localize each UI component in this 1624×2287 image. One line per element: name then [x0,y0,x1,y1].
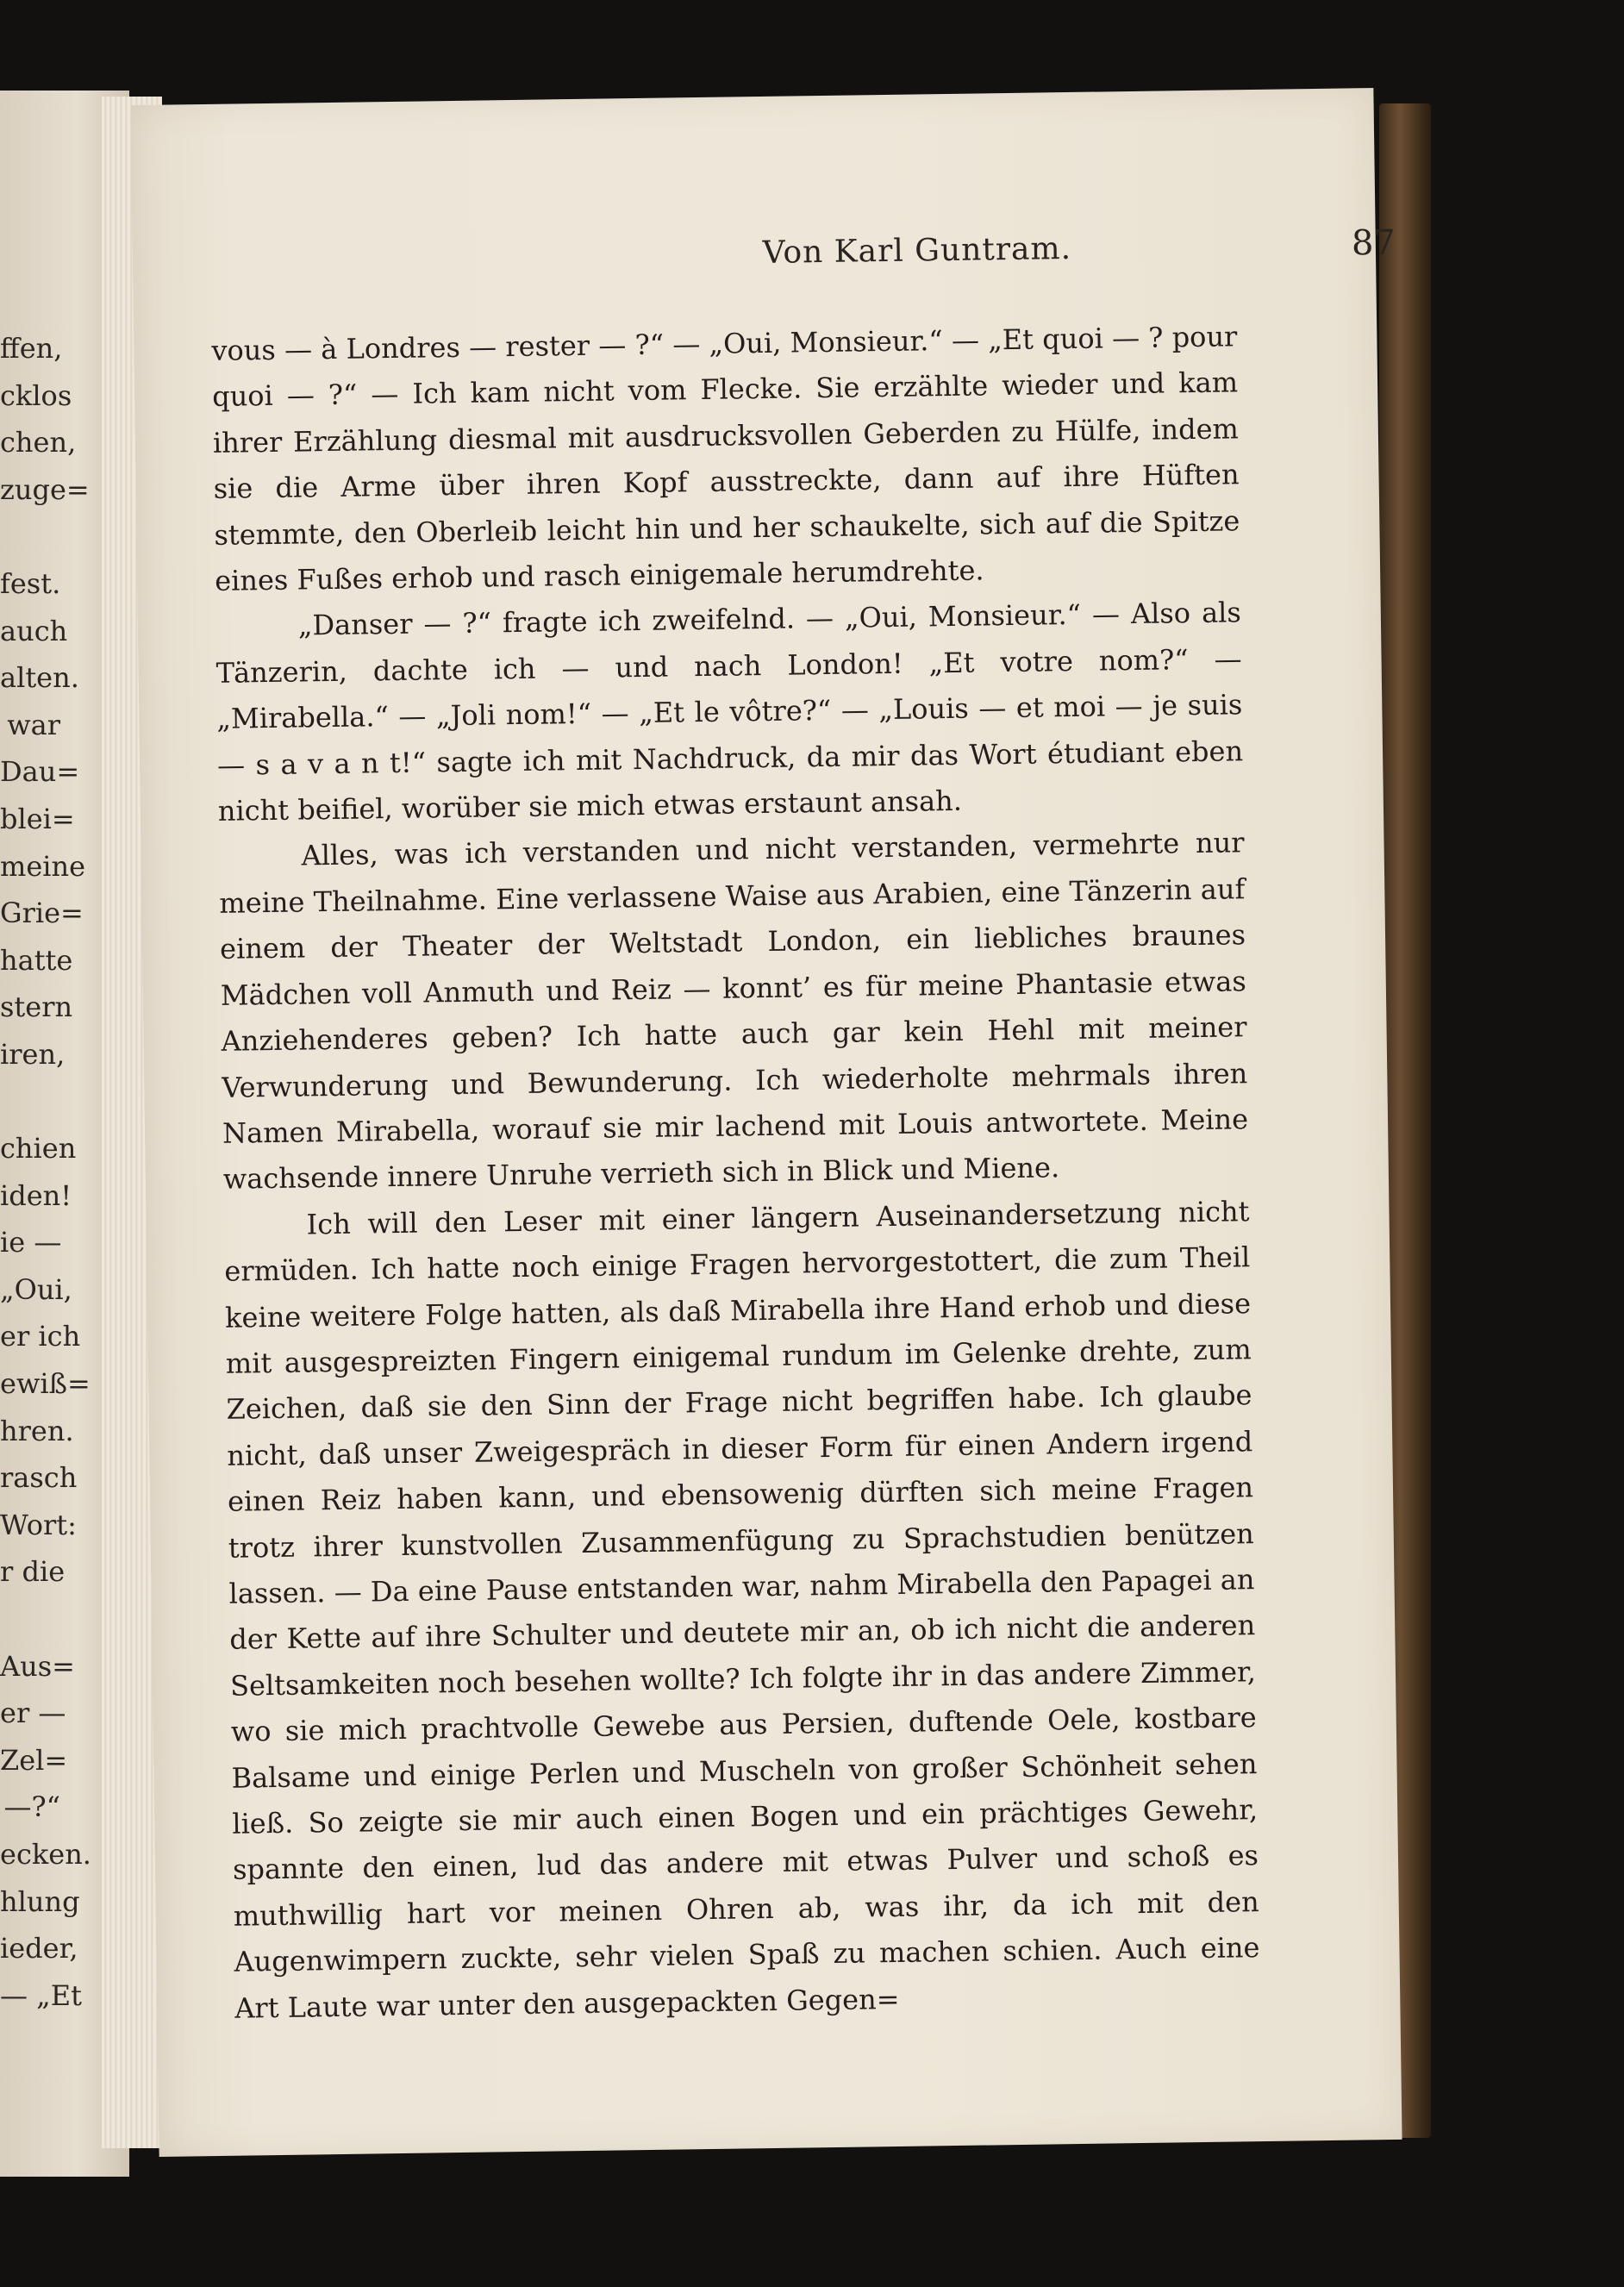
fragment-line: chien [0,1132,77,1165]
page-number: 87 [1351,222,1396,264]
fragment-line: „Oui, [0,1272,72,1306]
fragment-line: er ich [0,1320,81,1353]
fragment-line [0,1596,60,1643]
fragment-line [0,1078,60,1126]
fragment-line: ewiß= [0,1367,91,1401]
fragment-line: Dau= [0,755,80,789]
fragment-line: ecken. [0,1838,91,1871]
fragment-line: cklos [0,378,72,412]
body-text [211,314,1261,2060]
fragment-line: Zel= [0,1743,68,1777]
paragraph: „Danser — ?“ fragte ich zweifelnd. — „Oui, Monsieur.“ — Also als Tänzerin, dachte ich — und nach London! „Et votre nom?“ — „Mirabella.“ — „Joli nom!“ — „Et le vôtre?“ — „Louis — et moi — je suis — s a v a n t!“ sagte ich mit Nachdruck, da mir das Wort étudiant eben nicht beifiel, worüber sie mich etwas erstaunt ansah. [215,596,1244,828]
fragment-line: —?“ [3,1790,60,1824]
fragment-line: war [7,708,60,741]
fragment-line [0,513,60,560]
fragment-line: auch [0,614,68,647]
fragment-line: ieder, [0,1932,78,1965]
fragment-line: chen, [0,426,77,459]
fragment-line: stern [0,990,73,1024]
fragment-line: ie — [0,1226,62,1259]
fragment-line: ffen, [0,332,63,365]
paragraph: Alles, was ich verstanden und nicht verstanden, vermehrte nur meine Theilnahme. Eine verlassene Waise aus Arabien, eine Tänzerin auf einem der Theater der Weltstadt London, ein liebliches braunes Mädchen voll Anmuth und Reiz — konnt’ es für meine Phantasie etwas Anziehenderes geben? Ich hatte auch gar kein Hehl mit meiner Verwunderung und Bewunderung. Ich wiederholte mehrmals ihren Namen Mirabella, worauf sie mir lachend mit Louis antwortete. Meine wachsende innere Unruhe verrieth sich in Blick und Miene. [219,826,1249,1197]
paragraph: vous — à Londres — rester — ?“ — „Oui, Monsieur.“ — „Et quoi — ? pour quoi — ?“ — Ich kam nicht vom Flecke. Sie erzählte wieder und kam ihrer Erzählung diesmal mit ausdrucksvollen Geberden zu Hülfe, indem sie die Arme über ihren Kopf ausstreckte, dann auf ihre Hüften stemmte, den Oberleib leicht hin und her schaukelte, sich auf die Spitze eines Fußes erhob und rasch einigemale herumdrehte. [211,320,1240,597]
fragment-line: Grie= [0,897,84,930]
fragment-line: Aus= [0,1649,75,1683]
fragment-line: zuge= [0,472,90,506]
paragraph: Ich will den Leser mit einer längern Auseinandersetzung nicht ermüden. Ich hatte noch einige Fragen hervorgestottert, die zum Theil keine weitere Folge hatten, als daß Mirabella ihre Hand erhob und diese mit ausgespreizten Fingern einigemal rundum im Gelenke drehte, zum Zeichen, daß sie den Sinn der Frage nicht begriffen habe. Ich glaube nicht, daß unser Zweigespräch in dieser Form für einen Andern irgend einen Reiz haben kann, und ebensowenig dürften sich meine Fragen trotz ihrer kunstvollen Zusammenfügung zu Sprachstudien benützen lassen. — Da eine Pause entstanden war, nahm Mirabella den Papagei an der Kette auf ihre Schulter und deutete mir an, ob ich nicht die anderen Seltsamkeiten noch besehen wollte? Ich folgte ihr in das andere Zimmer, wo sie mich prachtvolle Gewebe aus Persien, duftende Oele, kostbare Balsame und einige Perlen und Muscheln von großer Schönheit sehen ließ. So zeigte sie mir auch einen Bogen und ein prächtiges Gewehr, spannte den einen, lud das andere mit etwas Pulver und schoß es muthwillig hart vor meinen Ohren ab, was ihr, da ich mit den Augenwimpern zuckte, sehr vielen Spaß zu machen schien. Auch eine Art Laute war unter den ausgepackten Gegen= [224,1194,1260,2025]
fragment-line: — „Et [0,1978,82,2012]
facing-page-text-fragments [0,325,91,2019]
book-page [130,88,1402,2157]
fragment-line: iden! [0,1178,72,1212]
fragment-line: hren. [0,1414,74,1447]
fragment-line: iren, [0,1037,66,1071]
fragment-line: Wort: [0,1508,77,1541]
fragment-line: fest. [0,566,61,600]
fragment-line: blei= [0,802,75,835]
fragment-line: alten. [0,661,79,695]
fragment-line: meine [0,849,86,883]
fragment-line: er — [0,1697,66,1730]
fragment-line: hatte [0,943,73,977]
fragment-line: rasch [0,1461,78,1495]
fragment-line: hlung [0,1884,80,1918]
fragment-line: r die [0,1555,66,1589]
running-head: Von Karl Guntram. [762,230,1072,271]
